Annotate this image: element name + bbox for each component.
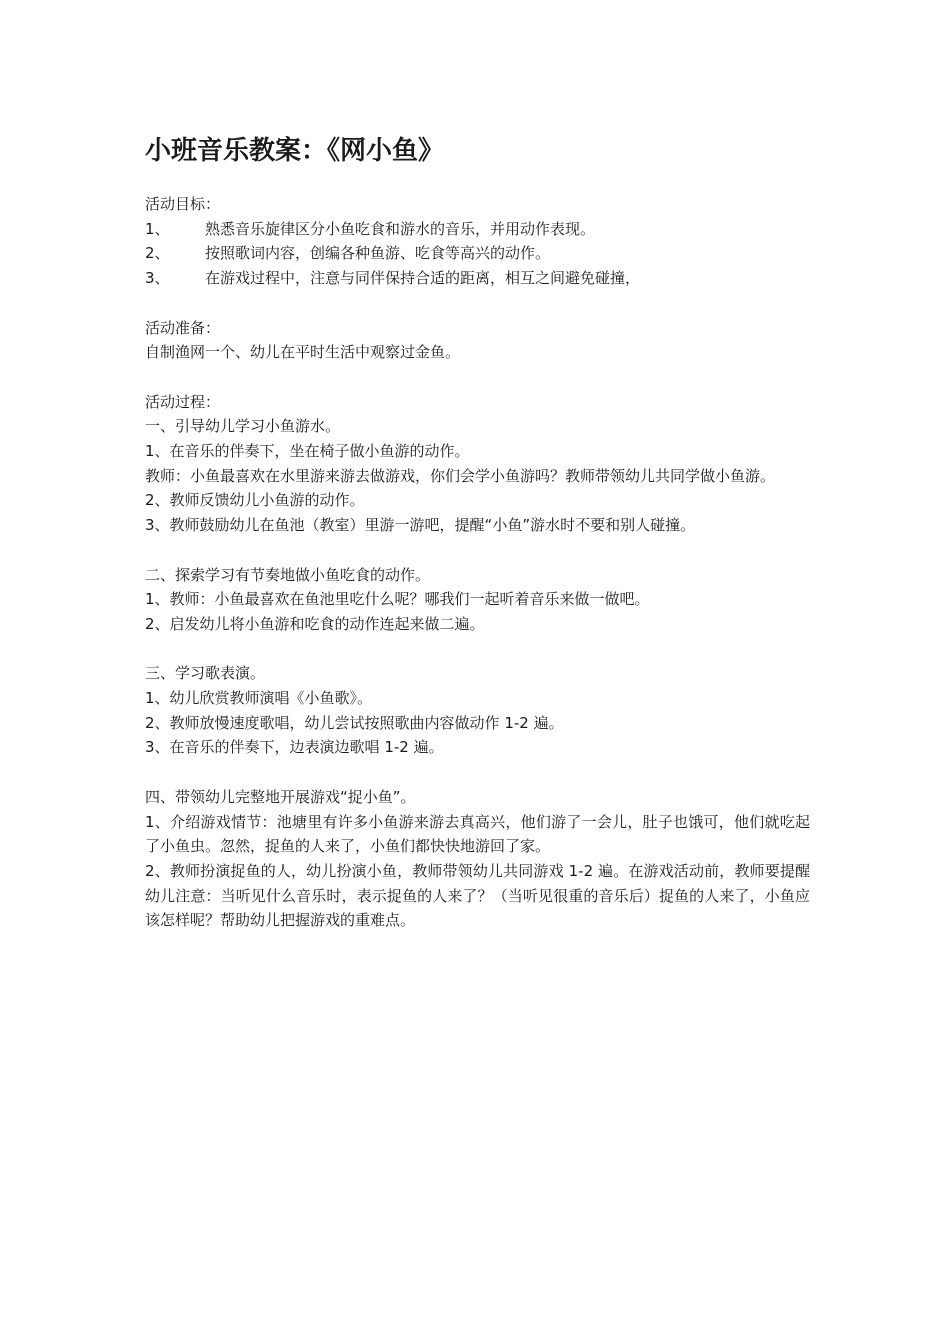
section-title: 四、带领幼儿完整地开展游戏“捉小鱼”。	[145, 787, 416, 806]
paragraph: 1、介绍游戏情节：池塘里有许多小鱼游来游去真高兴，他们游了一会儿，肚子也饿可，他们就吃起了小鱼虫。忽然，捉鱼的人来了，小鱼们都快快地游回了家。	[145, 812, 810, 856]
paragraph: 3、教师鼓励幼儿在鱼池（教室）里游一游吧，提醒“小鱼”游水时不要和别人碰撞。	[145, 516, 696, 535]
goal-text: 熟悉音乐旋律区分小鱼吃食和游水的音乐，并用动作表现。	[205, 219, 596, 238]
goal-number: 3、	[145, 269, 170, 288]
paragraph: 1、教师：小鱼最喜欢在鱼池里吃什么呢？哪我们一起听着音乐来做一做吧。	[145, 590, 650, 609]
goal-text: 在游戏过程中，注意与同伴保持合适的距离，相互之间避免碰撞，	[205, 269, 641, 288]
section-title: 三、学习歌表演。	[145, 664, 266, 683]
spacer	[145, 637, 810, 662]
goal-item	[145, 241, 810, 266]
paragraph: 2、教师反馈幼儿小鱼游的动作。	[145, 491, 365, 510]
spacer	[145, 538, 810, 563]
spacer	[145, 291, 810, 316]
paragraph: 3、在音乐的伴奏下，边表演边歌唱 1-2 遍。	[145, 738, 444, 757]
goal-item	[145, 217, 810, 242]
process-heading: 活动过程：	[145, 392, 221, 411]
paragraph: 1、在音乐的伴奏下，坐在椅子做小鱼游的动作。	[145, 442, 470, 460]
paragraph: 教师：小鱼最喜欢在水里游来游去做游戏，你们会学小鱼游吗？教师带领幼儿共同学做小鱼游。	[145, 466, 776, 485]
spacer	[145, 365, 810, 390]
preparation-text: 自制渔网一个、幼儿在平时生活中观察过金鱼。	[145, 343, 461, 362]
preparation-heading: 活动准备：	[145, 318, 221, 337]
goal-number: 1、	[145, 219, 170, 238]
section-title: 一、引导幼儿学习小鱼游水。	[145, 417, 341, 436]
goals-heading: 活动目标：	[145, 195, 221, 213]
spacer	[145, 760, 810, 785]
goal-number: 2、	[145, 244, 170, 263]
paragraph: 2、教师放慢速度歌唱，幼儿尝试按照歌曲内容做动作 1-2 遍。	[145, 713, 564, 732]
paragraph: 1、幼儿欣赏教师演唱《小鱼歌》。	[145, 689, 373, 707]
paragraph: 2、启发幼儿将小鱼游和吃食的动作连起来做二遍。	[145, 614, 485, 633]
goal-item	[145, 266, 810, 291]
section-title: 二、探索学习有节奏地做小鱼吃食的动作。	[145, 565, 431, 584]
page-title: 小班音乐教案：《网小鱼》	[145, 136, 445, 166]
paragraph: 2、教师扮演捉鱼的人，幼儿扮演小鱼，教师带领幼儿共同游戏 1-2 遍。在游戏活动前，教师要提醒幼儿注意：当听见什么音乐时，表示捉鱼的人来了？（当听见很重的音乐后）捉鱼的人来了，小鱼应该怎样呢？帮助幼儿把握游戏的重难点。	[145, 861, 810, 930]
document-body	[145, 192, 810, 933]
goal-text: 按照歌词内容，创编各种鱼游、吃食等高兴的动作。	[205, 244, 551, 263]
